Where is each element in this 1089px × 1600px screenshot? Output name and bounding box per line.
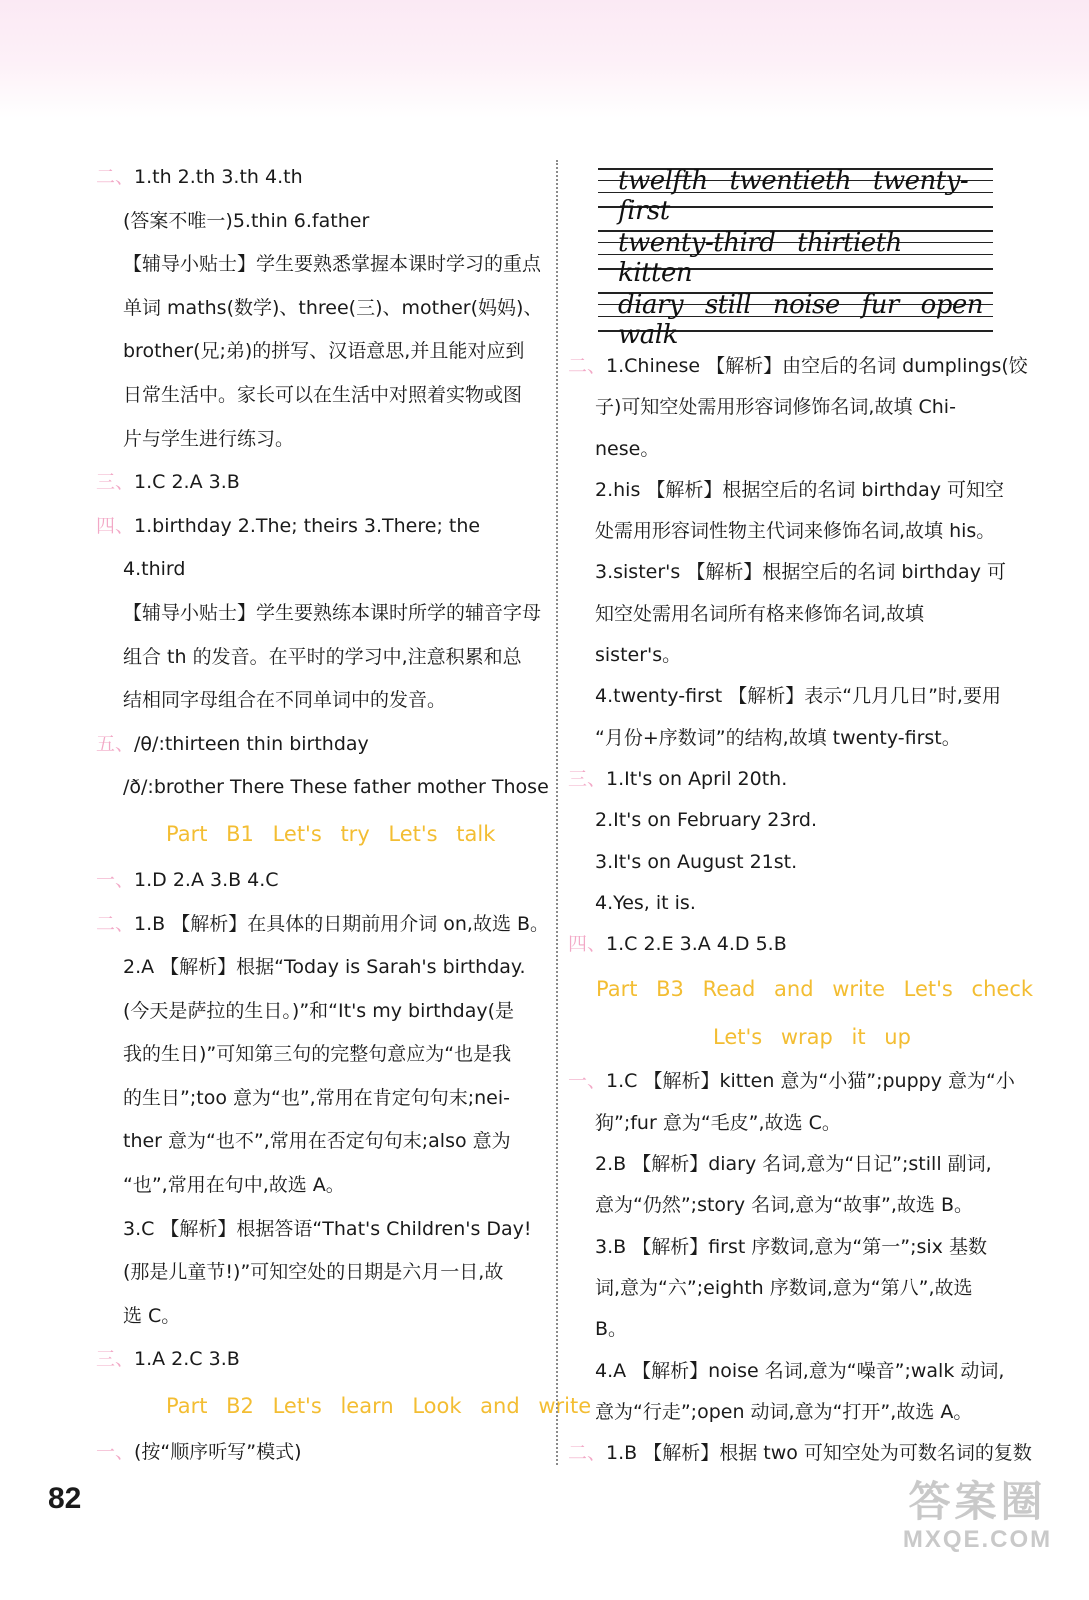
- part-heading: Part B1 Let's try Let's talk: [166, 821, 496, 846]
- answer-line: 知空处需用名词所有格来修饰名词,故填: [595, 602, 925, 625]
- tip-line: 单词 maths(数学)、three(三)、mother(妈妈)、: [123, 296, 543, 319]
- answer-line: (那是儿童节!)”可知空处的日期是六月一日,故: [123, 1261, 504, 1284]
- answer-line: 4.Yes, it is.: [595, 891, 696, 914]
- answer-line: 选 C。: [123, 1304, 181, 1327]
- answer-line: (答案不唯一)5.thin 6.father: [123, 209, 370, 232]
- handwriting-line: [598, 284, 993, 350]
- answer-line: 4.twenty-first 【解析】表示“几月几日”时,要用: [595, 685, 1001, 708]
- answer-line: 意为“仍然”;story 名词,意为“故事”,故选 B。: [595, 1194, 973, 1217]
- answer-text: 1.C 2.A 3.B: [134, 471, 240, 494]
- answer-text: 1.B 【解析】在具体的日期前用介词 on,故选 B。: [134, 912, 550, 935]
- answer-line: [96, 505, 552, 549]
- answer-line: [568, 1433, 1032, 1474]
- answer-text: 1.Chinese 【解析】由空后的名词 dumplings(饺: [606, 355, 1028, 377]
- answer-line: 4.third: [123, 558, 186, 581]
- answer-line: [96, 1431, 552, 1475]
- answer-text: (按“顺序听写”模式): [134, 1441, 302, 1464]
- tip-line: 【辅导小贴士】学生要熟练本课时所学的辅音字母: [123, 601, 542, 624]
- watermark-logo: [880, 1478, 1075, 1554]
- answer-line: 处需用形容词性物主代词来修饰名词,故填 his。: [595, 520, 996, 543]
- answer-line: 子)可知空处需用形容词修饰名词,故填 Chi-: [595, 396, 956, 419]
- section-number: 一、: [96, 868, 135, 891]
- section-number: 一、: [568, 1070, 607, 1093]
- answer-line: 3.It's on August 21st.: [595, 850, 798, 873]
- answer-line: 2.A 【解析】根据“Today is Sarah's birthday.: [123, 956, 526, 979]
- tip-line: 片与学生进行练习。: [123, 427, 295, 450]
- page-number: 82: [48, 1482, 82, 1515]
- answer-line: ther 意为“也不”,常用在否定句句末;also 意为: [123, 1130, 511, 1153]
- answer-line: [96, 723, 552, 767]
- answer-line: sister's。: [595, 644, 682, 667]
- part-heading: Let's wrap it up: [713, 1025, 911, 1050]
- answer-line: [568, 346, 1028, 387]
- part-heading: Part B2 Let's learn Look and write: [166, 1394, 592, 1419]
- answer-line: 的生日”;too 意为“也”,常用在肯定句句末;nei-: [123, 1086, 510, 1109]
- answer-line: 我的生日)”可知第三句的完整句意应为“也是我: [123, 1043, 512, 1066]
- handwriting-text: diary still noise fur open walk: [618, 290, 984, 350]
- answer-line: nese。: [595, 437, 660, 460]
- watermark-url: MXQE.COM: [902, 1526, 1053, 1553]
- part-heading: Part B3 Read and write Let's check: [596, 977, 1034, 1002]
- section-number: 二、: [568, 1442, 607, 1465]
- section-number: 一、: [96, 1441, 135, 1464]
- handwriting-line: [598, 160, 993, 226]
- answer-text: 1.B 【解析】根据 two 可知空处为可数名词的复数: [606, 1442, 1032, 1465]
- section-number: 二、: [96, 166, 135, 188]
- answer-line: [96, 156, 552, 200]
- answer-line: /ð/:brother There These father mother Those: [123, 776, 549, 799]
- handwriting-text: twelfth twentieth twenty-first: [618, 166, 969, 226]
- answer-line: 词,意为“六”;eighth 序数词,意为“第八”,故选: [595, 1276, 973, 1299]
- answer-text: 1.birthday 2.The; theirs 3.There; the: [134, 514, 481, 537]
- section-number: 二、: [96, 912, 135, 935]
- answer-line: 2.B 【解析】diary 名词,意为“日记”;still 副词,: [595, 1153, 992, 1176]
- answer-line: 2.his 【解析】根据空后的名词 birthday 可知空: [595, 478, 1005, 501]
- answer-line: [96, 859, 552, 903]
- right-column: [568, 160, 1034, 1474]
- watermark-text: 答案圈: [908, 1478, 1047, 1525]
- answer-line: B。: [595, 1318, 628, 1341]
- answer-text: 1.th 2.th 3.th 4.th: [134, 166, 303, 188]
- tip-line: 结相同字母组合在不同单词中的发音。: [123, 689, 447, 712]
- tip-line: 【辅导小贴士】学生要熟悉掌握本课时学习的重点: [123, 253, 542, 276]
- answer-text: 1.It's on April 20th.: [606, 767, 788, 790]
- section-number: 三、: [96, 471, 135, 494]
- answer-line: [96, 461, 552, 505]
- answer-line: [568, 1061, 1028, 1102]
- answer-line: [96, 1338, 552, 1382]
- section-number: 二、: [568, 355, 607, 377]
- tip-line: 组合 th 的发音。在平时的学习中,注意积累和总: [123, 645, 522, 668]
- answer-line: [96, 903, 552, 947]
- answer-line: 狗”;fur 意为“毛皮”,故选 C。: [595, 1111, 841, 1134]
- answer-text: 1.C 【解析】kitten 意为“小猫”;puppy 意为“小: [606, 1070, 1015, 1093]
- answer-line: 3.sister's 【解析】根据空后的名词 birthday 可: [595, 561, 1006, 584]
- section-number: 四、: [96, 514, 135, 537]
- tip-line: brother(兄;弟)的拼写、汉语意思,并且能对应到: [123, 340, 525, 363]
- answer-line: 2.It's on February 23rd.: [595, 809, 818, 832]
- left-column: [96, 156, 592, 1475]
- answer-line: 意为“行走”;open 动词,意为“打开”,故选 A。: [595, 1400, 973, 1423]
- handwriting-line: [598, 222, 993, 288]
- section-number: 五、: [96, 732, 135, 755]
- section-number: 三、: [96, 1348, 135, 1371]
- answer-line: (今天是萨拉的生日。)”和“It's my birthday(是: [123, 999, 515, 1022]
- answer-text: 1.A 2.C 3.B: [134, 1348, 240, 1371]
- answer-text: 1.D 2.A 3.B 4.C: [134, 868, 279, 891]
- answer-line: 3.C 【解析】根据答语“That's Children's Day!: [123, 1217, 532, 1240]
- column-divider: [556, 160, 558, 1465]
- handwriting-text: twenty-third thirtieth kitten: [618, 228, 902, 288]
- header-band: [0, 0, 1089, 118]
- answer-line: 3.B 【解析】first 序数词,意为“第一”;six 基数: [595, 1235, 987, 1258]
- answer-line: “也”,常用在句中,故选 A。: [123, 1174, 345, 1197]
- section-number: 三、: [568, 767, 607, 790]
- answer-line: 4.A 【解析】noise 名词,意为“噪音”;walk 动词,: [595, 1359, 1005, 1382]
- answer-line: “月份+序数词”的结构,故填 twenty-first。: [595, 726, 961, 749]
- section-number: 四、: [568, 933, 607, 956]
- answer-line: [568, 759, 1028, 800]
- tip-line: 日常生活中。家长可以在生活中对照着实物或图: [123, 383, 523, 406]
- answer-text: 1.C 2.E 3.A 4.D 5.B: [606, 933, 787, 956]
- answer-line: [568, 924, 1028, 965]
- answer-text: /θ/:thirteen thin birthday: [134, 732, 369, 755]
